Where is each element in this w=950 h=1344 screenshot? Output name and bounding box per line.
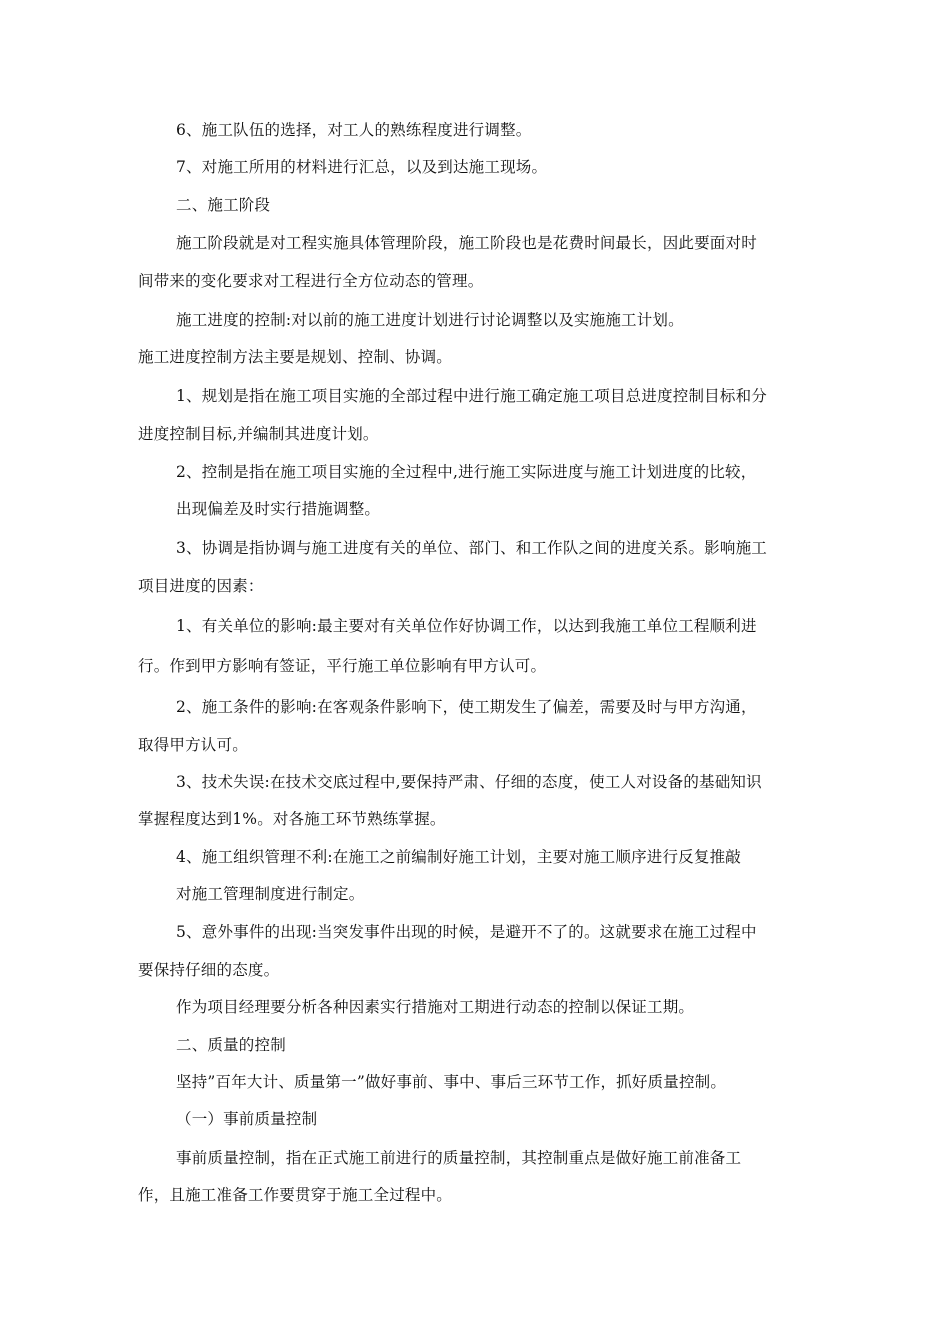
paragraph-line: 3、协调是指协调与施工进度有关的单位、部门、和工作队之间的进度关系。影响施工 [176,539,767,557]
paragraph-line: 掌握程度达到1%。对各施工环节熟练掌握。 [138,810,446,828]
paragraph-line: 施工进度控制方法主要是规划、控制、协调。 [138,348,453,366]
paragraph-line: 1、有关单位的影响:最主要对有关单位作好协调工作，以达到我施工单位工程顺利进 [176,617,757,635]
paragraph-line: 作，且施工准备工作要贯穿于施工全过程中。 [138,1186,453,1204]
paragraph-line: 2、施工条件的影响:在客观条件影响下，使工期发生了偏差，需要及时与甲方沟通， [176,698,757,716]
paragraph-line: 要保持仔细的态度。 [138,961,280,979]
paragraph-line: 3、技术失误:在技术交底过程中,要保持严肃、仔细的态度，使工人对设备的基础知识 [176,773,762,791]
paragraph-line: 取得甲方认可。 [138,736,248,754]
section-heading: 二、施工阶段 [176,196,271,214]
paragraph-line: 对施工管理制度进行制定。 [176,885,365,903]
subsection-heading: （一）事前质量控制 [176,1110,318,1128]
paragraph-line: 进度控制目标,并编制其进度计划。 [138,425,379,443]
paragraph-line: 项目进度的因素： [138,577,264,595]
paragraph-line: 施工进度的控制:对以前的施工进度计划进行讨论调整以及实施施工计划。 [176,311,684,329]
paragraph-line: 6、施工队伍的选择，对工人的熟练程度进行调整。 [176,121,532,139]
paragraph-line: 间带来的变化要求对工程进行全方位动态的管理。 [138,272,484,290]
paragraph-line: 2、控制是指在施工项目实施的全过程中,进行施工实际进度与施工计划进度的比较， [176,463,757,481]
paragraph-line: 4、施工组织管理不利:在施工之前编制好施工计划，主要对施工顺序进行反复推敲 [176,848,741,866]
paragraph-line: 1、规划是指在施工项目实施的全部过程中进行施工确定施工项目总进度控制目标和分 [176,387,767,405]
section-heading: 二、质量的控制 [176,1036,286,1054]
paragraph-line: 出现偏差及时实行措施调整。 [176,500,381,518]
paragraph-line: 作为项目经理要分析各种因素实行措施对工期进行动态的控制以保证工期。 [176,998,695,1016]
paragraph-line: 行。作到甲方影响有签证，平行施工单位影响有甲方认可。 [138,657,547,675]
paragraph-line: 事前质量控制，指在正式施工前进行的质量控制，其控制重点是做好施工前准备工 [176,1149,742,1167]
paragraph-line: 7、对施工所用的材料进行汇总，以及到达施工现场。 [176,158,548,176]
paragraph-line: 坚持”百年大计、质量第一”做好事前、事中、事后三环节工作，抓好质量控制。 [176,1073,727,1091]
paragraph-line: 施工阶段就是对工程实施具体管理阶段，施工阶段也是花费时间最长，因此要面对时 [176,234,757,252]
paragraph-line: 5、意外事件的出现:当突发事件出现的时候，是避开不了的。这就要求在施工过程中 [176,923,757,941]
